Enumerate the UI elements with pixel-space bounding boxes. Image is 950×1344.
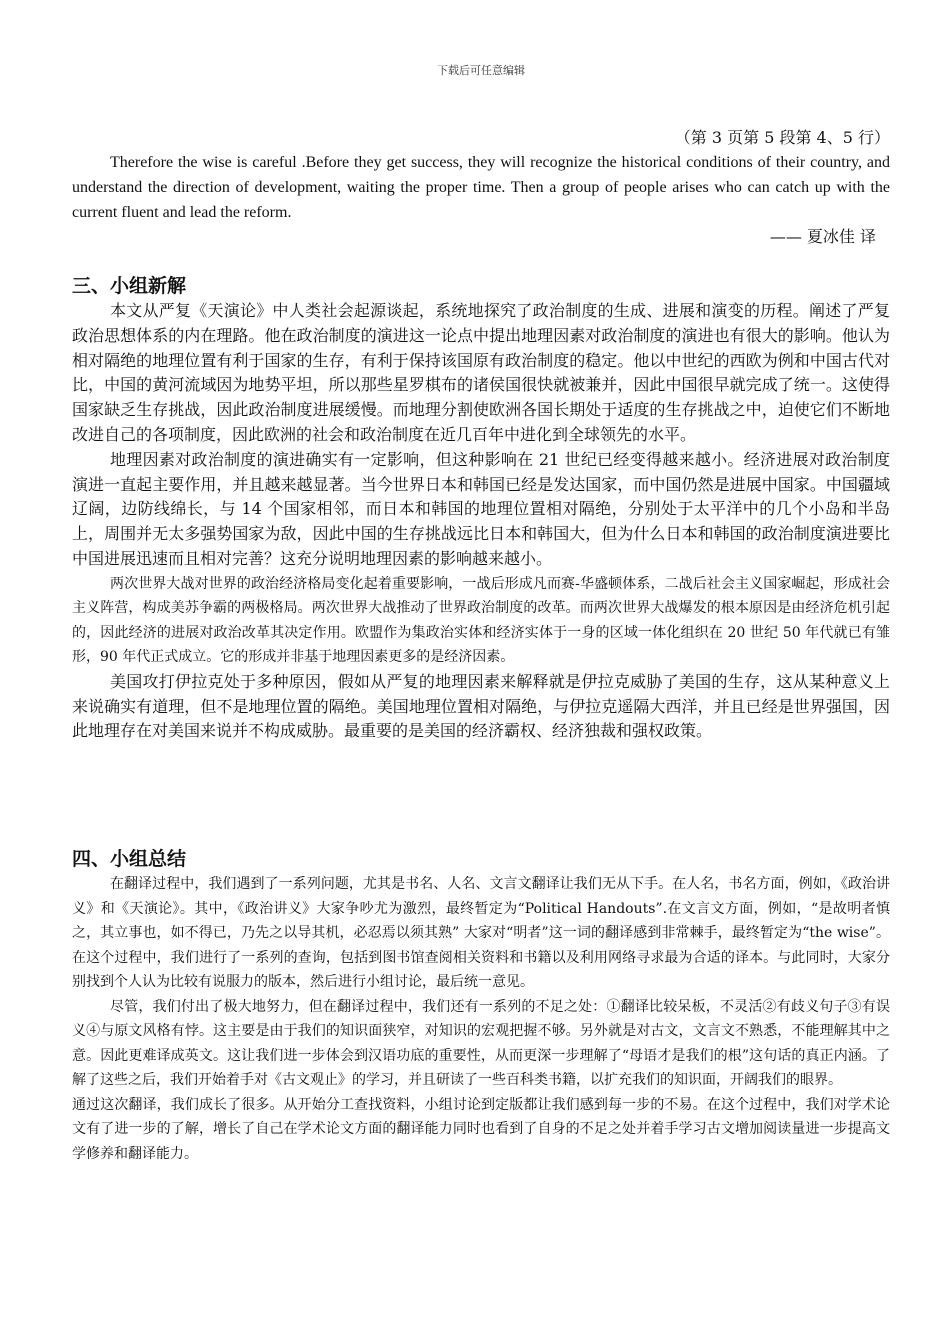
paragraph: 本文从严复《天演论》中人类社会起源谈起，系统地探究了政治制度的生成、进展和演变的历程。阐述了严复政治思想体系的内在理路。他在政治制度的演进这一论点中提出地理因素对政治制度的演进也有很大的影响。他认为相对隔绝的地理位置有利于国家的生存，有利于保持该国原有政治制度的稳定。他以中世纪的西欧为例和中国古代对比，中国的黄河流域因为地势平坦，所以那些星罗棋布的诸侯国很快就被兼并，因此中国很早就完成了统一。这使得国家缺乏生存挑战，因此政治制度进展缓慢。而地理分割使欧洲各国长期处于适度的生存挑战之中，迫使它们不断地改进自己的各项制度，因此欧洲的社会和政治制度在近几百年中进化到全球领先的水平。 bbox=[72, 301, 890, 444]
paragraph: 两次世界大战对世界的政治经济格局变化起着重要影响，一战后形成凡而赛-华盛顿体系，二战后社会主义国家崛起，形成社会主义阵营，构成美苏争霸的两极格局。两次世界大战推动了世界政治制度的改革。而两次世界大战爆发的根本原因是由经济危机引起的，因此经济的进展对政治改革其决定作用。欧盟作为集政治实体和经济实体于一身的区域一体化组织在 20 世纪 50 年代就已有雏形，90 年代正式成立。它的形成并非基于地理因素更多的是经济因素。 bbox=[72, 575, 890, 666]
translator-credit: —— 夏冰佳 译 bbox=[769, 227, 876, 246]
source-reference: （第 3 页第 5 段第 4、5 行） bbox=[674, 128, 890, 147]
paragraph: 在翻译过程中，我们遇到了一系列问题，尤其是书名、人名、文言文翻译让我们无从下手。在人名，书名方面，例如，《政治讲义》和《天演论》。其中，《政治讲义》大家争吵尤为激烈，最终暂定为“Political Handouts”.在文言文方面，例如，“是故明者慎之，其立事也，如不得已，乃先之以导其机，必忍焉以须其熟” 大家对“明者”这一词的翻译感到非常棘手，最终暂定为“the wise”。在这个过程中，我们进行了一系列的查询，包括到图书馆查阅相关资料和书籍以及利用网络寻求最为合适的译本。与此同时，大家分别找到个人认为比较有说服力的版本，然后进行小组讨论，最后统一意见。 bbox=[72, 876, 890, 990]
paragraph: 通过这次翻译，我们成长了很多。从开始分工查找资料，小组讨论到定版都让我们感到每一步的不易。在这个过程中，我们对学术论文有了进一步的了解，增长了自己在学术论文方面的翻译能力同时也看到了自身的不足之处并着手学习古文增加阅读量进一步提高文学修养和翻译能力。 bbox=[72, 1096, 890, 1162]
english-translation: Therefore the wise is careful .Before they get success, they will recognize the historical conditions of their country, and understand the direction of development, waiting the proper time. Then a group of people arises who can catch up with the current fluent and lead the reform. bbox=[72, 154, 890, 221]
section-heading: 四、小组总结 bbox=[72, 848, 187, 870]
paragraph: 地理因素对政治制度的演进确实有一定影响，但这种影响在 21 世纪已经变得越来越小。经济进展对政治制度演进一直起主要作用，并且越来越显著。当今世界日本和韩国已经是发达国家，而中国仍然是进展中国家。中国疆域辽阔，边防线绵长，与 14 个国家相邻，而日本和韩国的地理位置相对隔绝，分别处于太平洋中的几个小岛和半岛上，周围并无太多强势国家为敌，因此中国的生存挑战远比日本和韩国大，但为什么日本和韩国的政治制度演进要比中国进展迅速而且相对完善？这充分说明地理因素的影响越来越小。 bbox=[72, 449, 890, 568]
paragraph: 尽管，我们付出了极大地努力，但在翻译过程中，我们还有一系列的不足之处：①翻译比较呆板，不灵活②有歧义句子③有误义④与原文风格有悖。这主要是由于我们的知识面狭窄，对知识的宏观把握不够。另外就是对古文，文言文不熟悉，不能理解其中之意。因此更难译成英文。这让我们进一步体会到汉语功底的重要性，从而更深一步理解了“母语才是我们的根”这句话的真正内涵。了解了这些之后，我们开始着手对《古文观止》的学习，并且研读了一些百科类书籍，以扩充我们的知识面，开阔我们的眼界。 bbox=[72, 998, 890, 1088]
page-header: 下载后可任意编辑 bbox=[437, 64, 525, 77]
section-new-interpretation bbox=[72, 273, 890, 744]
paragraph: 美国攻打伊拉克处于多种原因，假如从严复的地理因素来解释就是伊拉克威胁了美国的生存，这从某种意义上来说确实有道理，但不是地理位置的隔绝。美国地理位置相对隔绝，与伊拉克遥隔大西洋，并且已经是世界强国，因此地理存在对美国来说并不构成威胁。最重要的是美国的经济霸权、经济独裁和强权政策。 bbox=[72, 671, 890, 741]
section-heading: 三、小组新解 bbox=[72, 275, 187, 297]
section-summary bbox=[72, 846, 890, 1166]
